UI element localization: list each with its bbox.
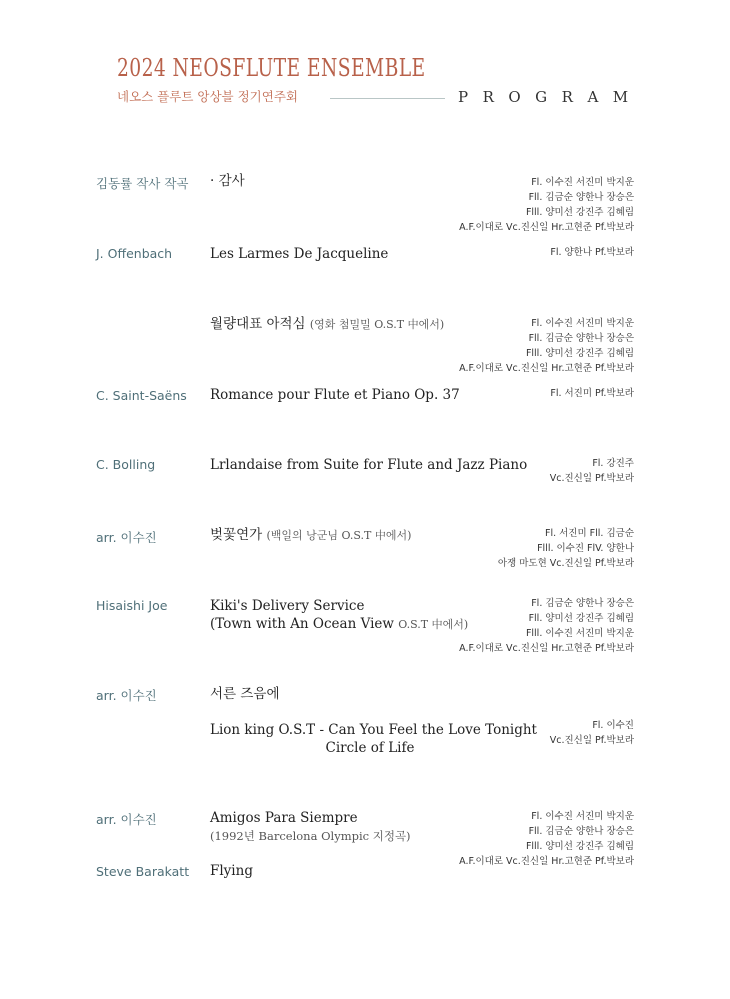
work-title: Kiki's Delivery Service — [210, 598, 365, 614]
work-title-line2: Circle of Life — [325, 740, 415, 756]
performer-line: Fl. 강진주 — [592, 458, 634, 469]
work-title: 월량대표 아적심 — [210, 316, 306, 332]
work-note: (영화 첨밀밀 O.S.T 中에서) — [309, 318, 445, 331]
work-title: · 감사 — [210, 173, 245, 189]
composer: arr. 이수진 — [96, 688, 157, 703]
work-title: Lion king O.S.T - Can You Feel the Love Tonight — [210, 722, 537, 738]
work-note: (백일의 낭군님 O.S.T 中에서) — [266, 529, 412, 542]
composer: C. Bolling — [96, 457, 156, 472]
program-label: PROGRAM — [458, 88, 643, 106]
performer-line: Fl. 이수진 — [592, 720, 634, 731]
performer-line: Fl. 김금순 양한나 장승은 — [531, 598, 634, 609]
performer-line: A.F.이대로 Vc.진신일 Hr.고현준 Pf.박보라 — [459, 643, 634, 654]
performer-line: Vc.진신일 Pf.박보라 — [549, 473, 634, 484]
composer: Hisaishi Joe — [96, 598, 168, 613]
performers — [459, 175, 634, 235]
work-title-line2: (Town with An Ocean View — [210, 616, 394, 632]
work-title: 서른 즈음에 — [210, 686, 280, 702]
performer-line: Flll. 이수진 서진미 박지운 — [525, 628, 634, 639]
performer-line: 아쟁 마도현 Vc.진신일 Pf.박보라 — [497, 558, 634, 569]
performer-line: A.F.이대로 Vc.진신일 Hr.고현준 Pf.박보라 — [459, 363, 634, 374]
performer-line: Fll. 김금순 양한나 장승은 — [528, 333, 634, 344]
performers — [498, 526, 634, 571]
header-divider — [330, 98, 445, 99]
performer-line: Fll. 김금순 양한나 장승은 — [528, 826, 634, 837]
composer: Steve Barakatt — [96, 864, 190, 879]
performers — [459, 809, 634, 869]
performer-line: A.F.이대로 Vc.진신일 Hr.고현준 Pf.박보라 — [459, 222, 634, 233]
work-title: Lrlandaise from Suite for Flute and Jazz Piano — [210, 457, 528, 473]
performers — [550, 245, 634, 260]
performer-line: Fl. 서진미 Fll. 김금순 — [544, 528, 634, 539]
composer: arr. 이수진 — [96, 530, 157, 545]
performers — [550, 386, 634, 401]
performer-line: Flll. 양미선 강진주 김혜림 — [525, 348, 634, 359]
performer-line: Fl. 양한나 Pf.박보라 — [550, 247, 634, 258]
performer-line: A.F.이대로 Vc.진신일 Hr.고현준 Pf.박보라 — [459, 856, 634, 867]
performer-line: Vc.진신일 Pf.박보라 — [549, 735, 634, 746]
work-title-row — [210, 615, 468, 634]
performer-line: Fll. 양미선 강진주 김혜림 — [528, 613, 634, 624]
work-note: O.S.T 中에서) — [398, 618, 469, 631]
performer-line: Fll. 김금순 양한나 장승은 — [528, 192, 634, 203]
work-title: Les Larmes De Jacqueline — [210, 246, 389, 262]
composer: C. Saint-Saëns — [96, 388, 187, 403]
work-title: Romance pour Flute et Piano Op. 37 — [210, 387, 460, 403]
composer: J. Offenbach — [96, 246, 173, 261]
performers — [550, 718, 634, 748]
performers — [459, 596, 634, 656]
performer-line: Fl. 이수진 서진미 박지운 — [531, 811, 634, 822]
composer: 김동률 작사 작곡 — [96, 176, 189, 191]
work-subtitle: (1992년 Barcelona Olympic 지정곡) — [210, 829, 411, 843]
performer-line: Fl. 이수진 서진미 박지운 — [531, 177, 634, 188]
performer-line: Flll. 양미선 강진주 김혜림 — [525, 207, 634, 218]
performer-line: Fl. 서진미 Pf.박보라 — [550, 388, 634, 399]
work-title-row — [210, 526, 411, 545]
performers — [459, 316, 634, 376]
performer-line: Flll. 양미선 강진주 김혜림 — [525, 841, 634, 852]
performers — [550, 456, 634, 486]
work-title-row — [210, 315, 444, 334]
work-title: Flying — [210, 863, 253, 879]
composer: arr. 이수진 — [96, 812, 157, 827]
concert-subtitle: 네오스 플루트 앙상블 정기연주회 — [117, 89, 298, 104]
work-title: 벚꽃연가 — [210, 527, 263, 543]
performer-line: Fl. 이수진 서진미 박지운 — [531, 318, 634, 329]
performer-line: Flll. 이수진 FlV. 양한나 — [537, 543, 634, 554]
work-title: Amigos Para Siempre — [210, 810, 358, 826]
concert-title: 2024 NEOSFLUTE ENSEMBLE — [117, 54, 426, 82]
